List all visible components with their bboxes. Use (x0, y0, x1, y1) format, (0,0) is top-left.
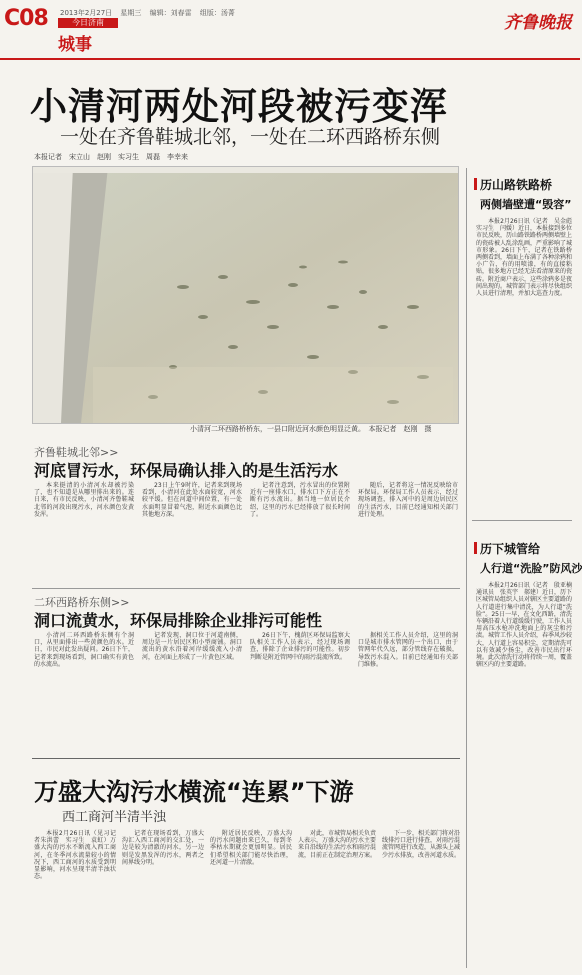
sidebar2-body-text: 本报2月26日讯（记者 殷亚楠 通讯员 张英宇 郝建）近日，历下区城管局组织人员对辖区主要道路的人行道进行集中清洗，为人行道“洗脸”。25日一早，在文化西路，清洗车辆沿着人行道缓缓行驶，工作人员用高压水枪冲洗地面上的灰尘和污渍。城管工作人员介绍，春季风沙较大，人行道上容易积尘，定期清洗可以有效减少扬尘，改善市民出行环境。此次清洗行动将持续一周，覆盖辖区内的主要道路。 (476, 582, 579, 669)
section-title: 城事 (58, 35, 92, 55)
river-photo (32, 166, 459, 424)
story2-col2-text: 23日上午9时许，记者来到现场看到，小清河在此处水面较宽，河水较平缓。但在河道中间位置，有一处水面明显冒着气泡，附近水面颜色比其他地方深。 (142, 482, 242, 518)
story3-col1-text: 小清河二环西路桥东侧有个洞口，从里面排出一些黄颜色的水。近日，市民对此发出疑问。26日下午，记者来到现场看到，洞口确实有黄色的水流出。 (34, 632, 134, 668)
editor: 编辑：刘春雷 (149, 9, 192, 17)
story-divider (32, 588, 460, 589)
sidebar1-kicker: 历山路铁路桥 (480, 178, 553, 192)
main-headline: 小清河两处河段被污变浑 (30, 85, 448, 128)
story4-col5 (382, 830, 460, 970)
issue-date: 2013年2月27日 (60, 9, 113, 17)
story2-col3-text: 记者注意到，污水冒出的位置附近有一座排水口，排水口下方正在不断有污水流出。据当地一位居民介绍，这里的污水已经排放了很长时间了。 (250, 482, 350, 518)
sidebar1-body-text: 本报2月26日讯（记者 吴金彪 实习生 闫媛）近日，本报接到多位市民反映，历山路铁路桥两侧墙壁上的瓷砖被人乱涂乱画，严重影响了城市形象。26日下午，记者在铁路桥两侧看到，墙面上布满了各种涂鸦和小广告，有的用喷漆，有的直接粘贴，很多地方已经无法看清原来的瓷砖。附近商户表示，这些涂鸦多是夜间出现的。城管部门表示将尽快组织人员进行清理，并加大巡查力度。 (476, 218, 579, 298)
section-tag: 今日济南 (58, 18, 118, 28)
page-number: C08 (4, 6, 48, 31)
story2-kicker: 齐鲁鞋城北邻>> (34, 446, 119, 459)
main-byline: 本报记者 宋立山 赵刚 实习生 周磊 李幸来 (34, 153, 188, 161)
story2-col1-text: 本来挺清的小清河水却被污染了，也不知道是从哪里排出来的。连日来，有市民反映，小清河齐鲁鞋城北邻的河段出现污水，河水颜色发黄发浑。 (34, 482, 134, 518)
sidebar1-body (476, 218, 579, 518)
layout-editor: 组版：汤菁 (199, 9, 235, 17)
story2-col4 (358, 482, 458, 582)
story4-col1-text: 本报2月26日讯（见习记者朱洪蕾 实习生 袁虹）万盛大沟的污水不断流入西工商河，在冬季河水流量较小的情况下，西工商河的水质受到明显影响，河水呈现半清半浊状态。 (34, 830, 116, 881)
story2-col1 (34, 482, 134, 582)
story2-col2 (142, 482, 242, 582)
story-divider-2 (32, 758, 460, 759)
page-header (0, 0, 580, 60)
story2-headline: 河底冒污水，环保局确认排入的是生活污水 (34, 461, 339, 480)
main-subhead: 一处在齐鲁鞋城北邻，一处在二环西路桥东侧 (60, 126, 441, 148)
sidebar2-marker (474, 542, 477, 554)
sidebar1-marker (474, 178, 477, 190)
sidebar1-headline: 两侧墙壁遭“毁容” (480, 198, 572, 211)
story4-col3-text: 附近居民反映，万盛大沟的污水问题由来已久，每到冬季枯水期就会更加明显。居民们希望相关部门能尽快治理，还河道一片清澈。 (210, 830, 292, 866)
sidebar2-headline: 人行道“洗脸”防风沙 (480, 562, 582, 575)
issue-weekday: 星期三 (120, 9, 142, 17)
river-photo-image (33, 167, 458, 423)
story3-col3 (250, 632, 350, 732)
story4-col3 (210, 830, 292, 970)
story4-col4-text: 对此，市城管局相关负责人表示，万盛大沟的污水主要来自沿线的生活污水和雨污混流，目前正在制定治理方案。 (298, 830, 377, 859)
story3-col4-text: 据相关工作人员介绍，这里的洞口是城市排水管网的一个出口，由于管网年代久远，部分管线存在破损，导致污水混入。目前已经通知有关部门维修。 (358, 632, 458, 668)
sidebar-divider (472, 520, 572, 521)
story4-col2-text: 记者在现场看到，万盛大沟汇入西工商河的交汇处，一边是较为清澈的河水，另一边则是发黑发浑的污水，两者之间界线分明。 (122, 830, 204, 866)
issue-meta (60, 8, 241, 18)
sidebar2-body (476, 582, 579, 967)
story3-col1 (34, 632, 134, 732)
newspaper-logo: 齐鲁晚报 (504, 13, 572, 33)
sidebar2-kicker: 历下城管给 (480, 542, 541, 556)
story3-headline: 洞口流黄水，环保局排除企业排污可能性 (34, 611, 323, 630)
sidebar-rule (466, 168, 467, 968)
story4-headline: 万盛大沟污水横流“连累”下游 (34, 778, 354, 806)
story4-subhead: 西工商河半清半浊 (62, 810, 167, 825)
story3-kicker: 二环西路桥东侧>> (34, 596, 130, 609)
story4-col4 (298, 830, 376, 970)
story3-col2-text: 记者发现，洞口位于河道南侧，周边是一片居民区和小型商铺。洞口流出的黄水沿着河岸缓缓流入小清河，在河面上形成了一片黄色区域。 (142, 632, 242, 661)
story4-col1 (34, 830, 116, 970)
story2-col4-text: 随后，记者将这一情况反映给市环保局。环保局工作人员表示，经过现场调查，排入河中的是周边居民区的生活污水，目前已经通知相关部门进行处理。 (358, 482, 458, 518)
story3-col2 (142, 632, 242, 732)
photo-caption: 小清河二环西路桥桥东，一县口附近河水颜色明显泛黄。 本报记者 赵刚 摄 (190, 425, 432, 433)
story4-col5-text: 下一步，相关部门将对沿线排污口进行排查，对雨污混流管网进行改造，从源头上减少污水排放，改善河道水质。 (382, 830, 461, 859)
story3-col3-text: 26日下午，槐荫区环保局监察大队相关工作人员表示，经过现场调查，排除了企业排污的可能性。初步判断是附近管网中的雨污混流所致。 (250, 632, 350, 661)
story4-col2 (122, 830, 204, 970)
story2-col3 (250, 482, 350, 582)
story3-col4 (358, 632, 458, 732)
